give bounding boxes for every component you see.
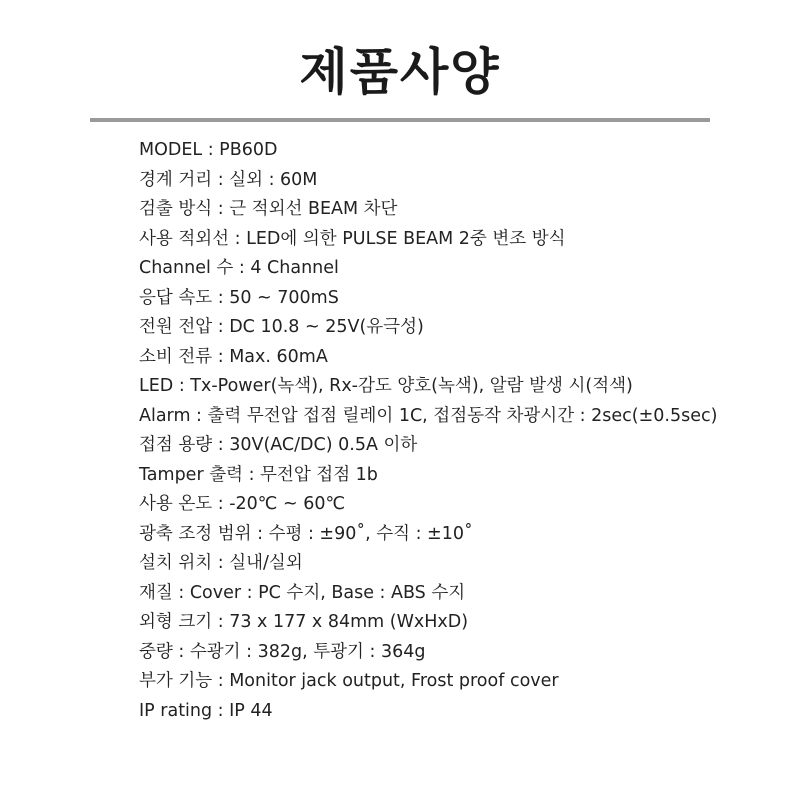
spec-dimensions: 외형 크기 : 73 x 177 x 84mm (WxHxD): [139, 612, 469, 632]
spec-extra-functions: 부가 기능 : Monitor jack output, Frost proof cover: [139, 671, 559, 691]
spec-current: 소비 전류 : Max. 60mA: [139, 346, 328, 367]
page-title: 제품사양: [299, 43, 501, 101]
spec-ip-rating: IP rating : IP 44: [139, 700, 273, 721]
spec-axis-adjustment: 광축 조정 범위 : 수평 : ±90˚, 수직 : ±10˚: [139, 523, 473, 544]
spec-installation: 설치 위치 : 실내/실외: [139, 553, 303, 573]
title-divider: [90, 118, 710, 122]
spec-detection-range: 경계 거리 : 실외 : 60M: [139, 169, 318, 190]
spec-led: LED : Tx-Power(녹색), Rx-감도 양호(녹색), 알람 발생 시(적색): [139, 376, 633, 396]
spec-list: [139, 136, 769, 726]
spec-power-voltage: 전원 전압 : DC 10.8 ~ 25V(유극성): [139, 317, 424, 337]
spec-tamper: Tamper 출력 : 무전압 접점 1b: [139, 464, 378, 485]
spec-material: 재질 : Cover : PC 수지, Base : ABS 수지: [139, 582, 466, 603]
spec-alarm: Alarm : 출력 무전압 접점 릴레이 1C, 접점동작 차광시간 : 2sec(±0.5sec): [139, 405, 718, 426]
spec-infrared: 사용 적외선 : LED에 의한 PULSE BEAM 2중 변조 방식: [139, 228, 566, 249]
spec-contact-capacity: 접점 용량 : 30V(AC/DC) 0.5A 이하: [139, 435, 418, 455]
spec-temperature: 사용 온도 : -20℃ ~ 60℃: [139, 494, 346, 514]
spec-response-speed: 응답 속도 : 50 ~ 700mS: [139, 287, 339, 308]
spec-detection-method: 검출 방식 : 근 적외선 BEAM 차단: [139, 199, 398, 219]
spec-channels: Channel 수 : 4 Channel: [139, 258, 339, 278]
spec-model: MODEL : PB60D: [139, 140, 278, 160]
spec-weight: 중량 : 수광기 : 382g, 투광기 : 364g: [139, 641, 426, 662]
